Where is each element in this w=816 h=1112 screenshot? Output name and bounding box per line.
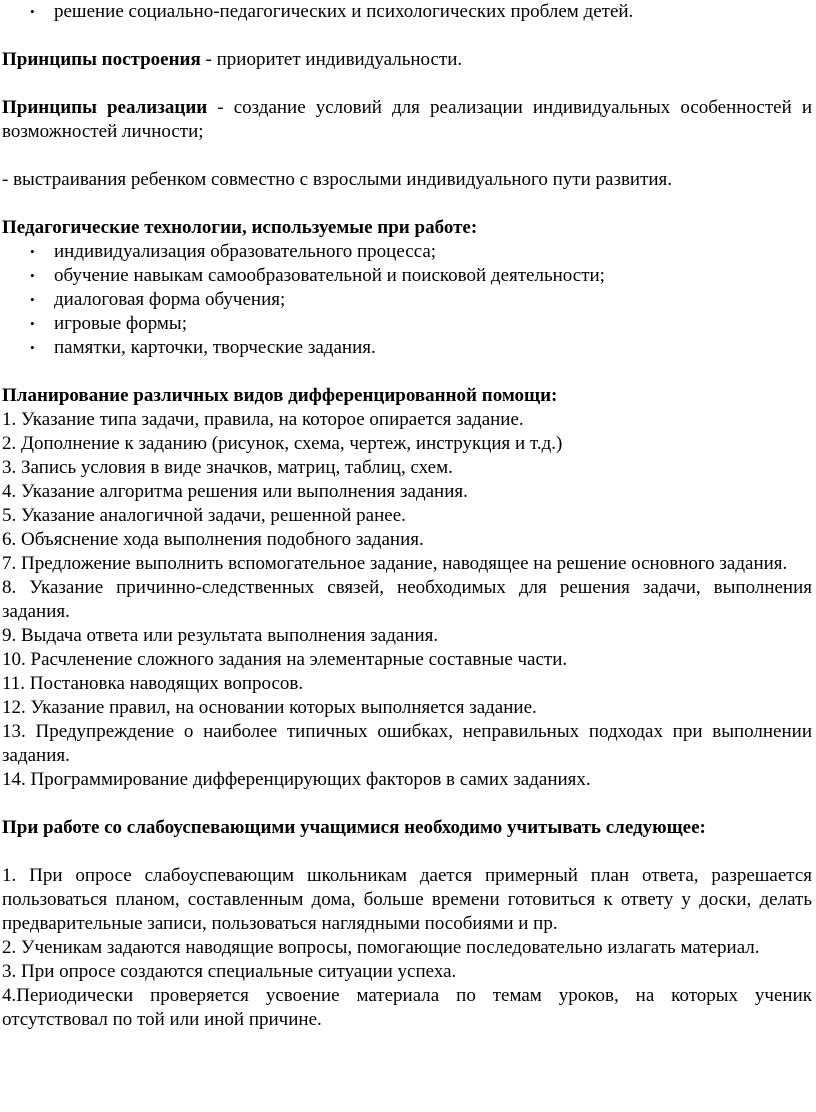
list-item: 1. Указание типа задачи, правила, на которое опирается задание.	[2, 409, 524, 430]
list-item: 9. Выдача ответа или результата выполнения задания.	[2, 625, 439, 646]
bullet-icon: •	[30, 4, 35, 19]
list-item: 6. Объяснение хода выполнения подобного задания.	[2, 529, 424, 550]
bullet-icon: •	[30, 292, 35, 307]
list-item: 5. Указание аналогичной задачи, решенной ранее.	[2, 505, 406, 526]
list-item: • игровые формы;	[30, 313, 187, 334]
list-item: 2. Ученикам задаются наводящие вопросы, помогающие последовательно излагать материал.	[2, 937, 760, 958]
top-bullet-list	[2, 0, 812, 24]
bullet-icon: •	[30, 316, 35, 331]
list-item: 3. При опросе создаются специальные ситуации успеха.	[2, 961, 457, 982]
weak-students-list	[2, 864, 812, 1032]
weak-students-title: При работе со слабоуспевающими учащимися необходимо учитывать следующее:	[2, 817, 706, 838]
principles-impl-paragraph: Принципы реализации - создание условий для реализации индивидуальных особенностей и возможностей личности;	[2, 97, 812, 142]
bullet-icon: •	[30, 340, 35, 355]
list-item: 7. Предложение выполнить вспомогательное задание, наводящее на решение основного задания.	[2, 553, 788, 574]
bullet-icon: •	[30, 244, 35, 259]
list-item: 11. Постановка наводящих вопросов.	[2, 673, 304, 694]
principles-build-title: Принципы построения	[2, 49, 201, 70]
bullet-icon: •	[30, 268, 35, 283]
list-item: 3. Запись условия в виде значков, матриц, таблиц, схем.	[2, 457, 453, 478]
planning-list	[2, 408, 812, 792]
list-item: • индивидуализация образовательного процесса;	[30, 241, 437, 262]
list-item: 14. Программирование дифференцирующих факторов в самих заданиях.	[2, 769, 591, 790]
planning-title: Планирование различных видов дифференцированной помощи:	[2, 385, 558, 406]
technologies-title: Педагогические технологии, используемые при работе:	[2, 217, 478, 238]
list-item: 2. Дополнение к заданию (рисунок, схема, чертеж, инструкция и т.д.)	[2, 433, 563, 454]
principles-build-paragraph: Принципы построения - приоритет индивидуальности.	[2, 49, 463, 70]
list-item: • памятки, карточки, творческие задания.	[30, 337, 376, 358]
list-item: 13. Предупреждение о наиболее типичных ошибках, неправильных подходах при выполнении задания.	[2, 721, 812, 766]
principles-impl-extra: - выстраивания ребенком совместно с взрослыми индивидуального пути развития.	[2, 169, 673, 190]
list-item: 10. Расчленение сложного задания на элементарные составные части.	[2, 649, 568, 670]
list-item: • диалоговая форма обучения;	[30, 289, 286, 310]
list-item: 12. Указание правил, на основании которых выполняется задание.	[2, 697, 537, 718]
list-item: 4. Указание алгоритма решения или выполнения задания.	[2, 481, 468, 502]
list-item: 8. Указание причинно-следственных связей, необходимых для решения задачи, выполнения задания.	[2, 577, 812, 622]
principles-impl-title: Принципы реализации	[2, 97, 208, 118]
list-item: 4.Периодически проверяется усвоение материала по темам уроков, на которых ученик отсутствовал по той или иной причине.	[2, 985, 812, 1030]
list-item: • обучение навыкам самообразовательной и поисковой деятельности;	[30, 265, 605, 286]
technologies-list	[2, 240, 812, 360]
list-item: 1. При опросе слабоуспевающим школьникам дается примерный план ответа, разрешается пользоваться планом, составленным дома, больше времени готовиться к ответу у доски, делать предварительные записи, пользоваться наглядными пособиями и пр.	[2, 865, 812, 934]
list-item: • решение социально-педагогических и психологических проблем детей.	[30, 1, 634, 22]
